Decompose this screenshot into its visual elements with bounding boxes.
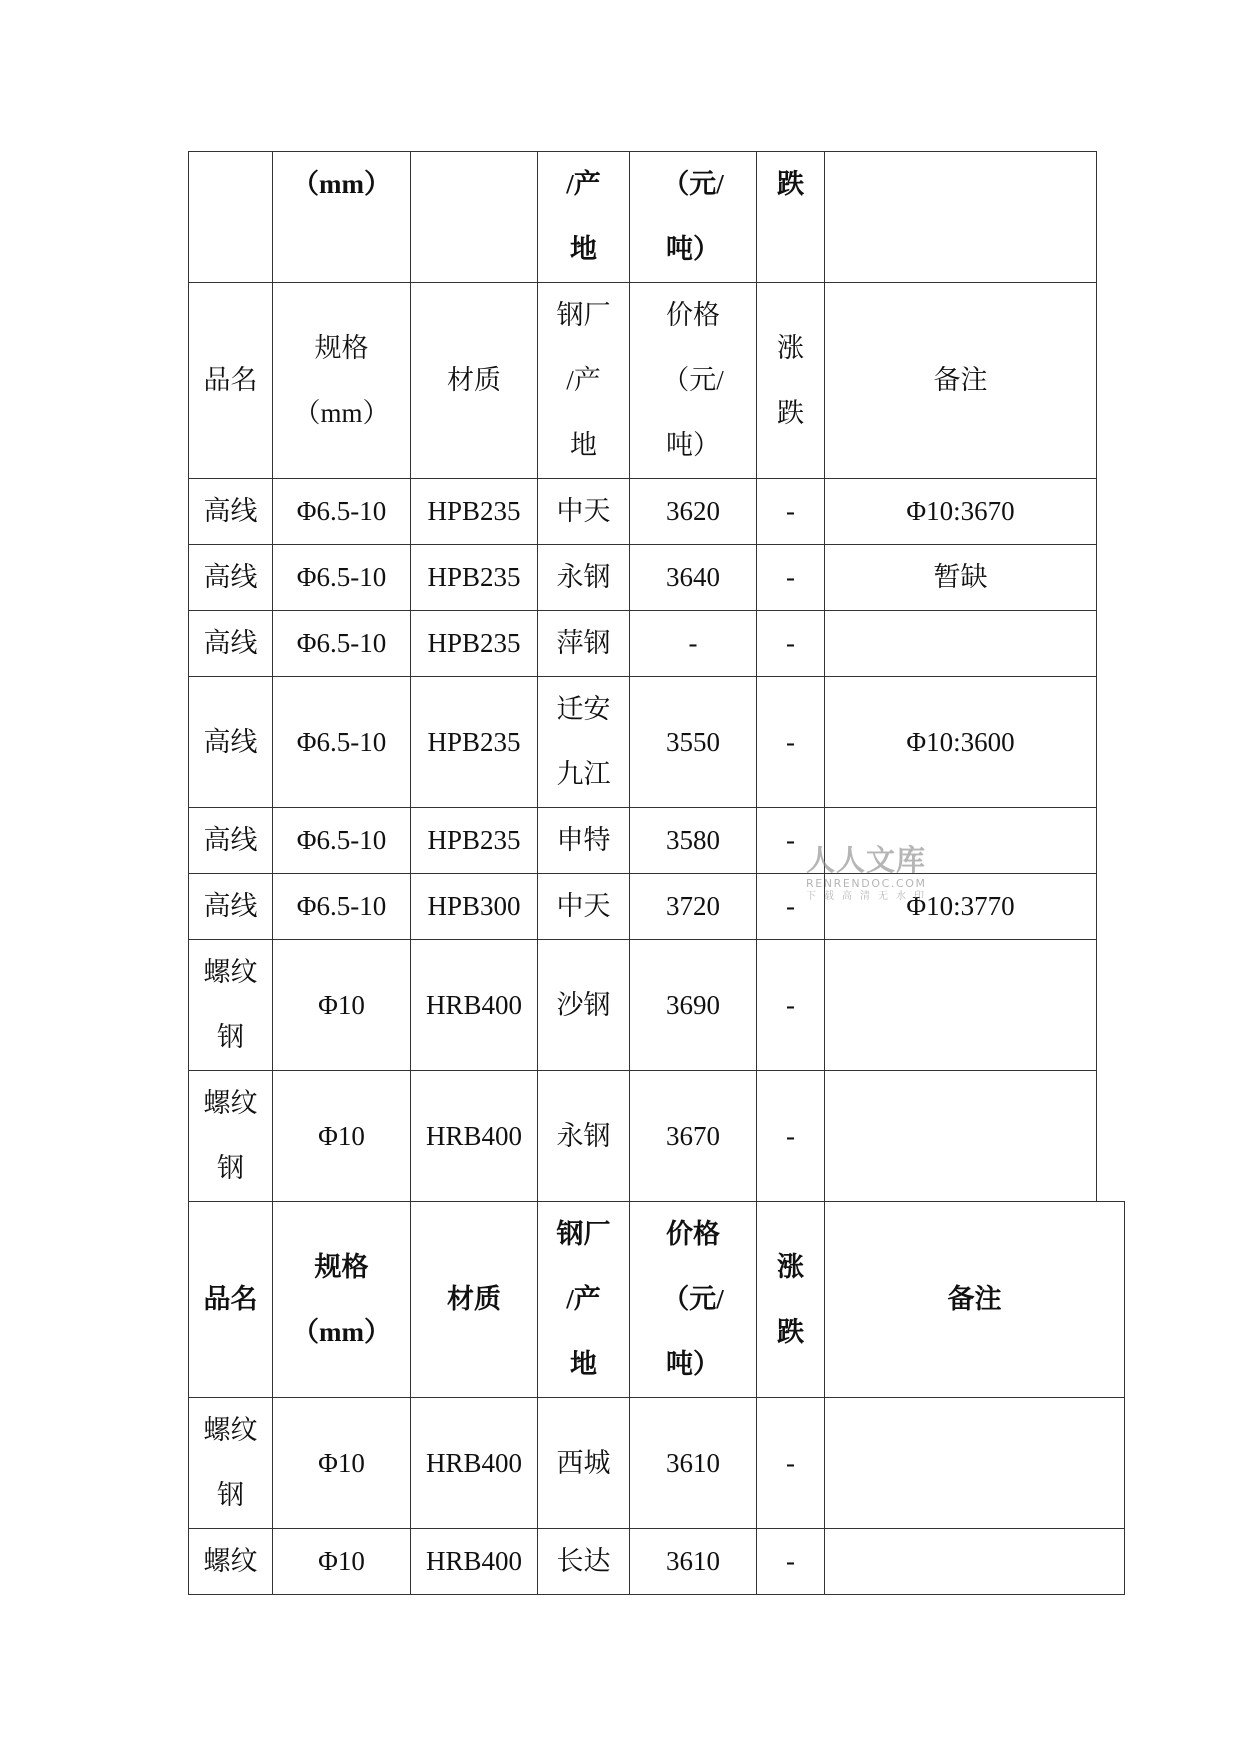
steel-price-table-upper bbox=[188, 151, 1097, 1202]
cell-spec: Φ6.5-10 bbox=[273, 611, 411, 677]
table-row bbox=[189, 808, 1097, 874]
cell-mill-origin: 申特 bbox=[538, 808, 630, 874]
cell-product-name: 螺纹 bbox=[189, 1529, 273, 1595]
cell-spec: Φ6.5-10 bbox=[273, 545, 411, 611]
header-cell-change: 涨 跌 bbox=[757, 283, 825, 479]
cell-material: HPB235 bbox=[411, 808, 538, 874]
header-row bbox=[189, 1202, 1125, 1398]
cell-remarks bbox=[825, 1398, 1125, 1529]
table-row bbox=[189, 940, 1097, 1071]
cell-spec: Φ6.5-10 bbox=[273, 808, 411, 874]
cell-mill-origin: 永钢 bbox=[538, 545, 630, 611]
cell-spec: Φ6.5-10 bbox=[273, 677, 411, 808]
cell-change: - bbox=[757, 940, 825, 1071]
cell-remarks: Φ10:3670 bbox=[825, 479, 1097, 545]
cell-change: - bbox=[757, 479, 825, 545]
cell-spec: Φ10 bbox=[273, 940, 411, 1071]
cell-price: 3580 bbox=[630, 808, 757, 874]
cell-mill-origin: 中天 bbox=[538, 479, 630, 545]
header-cell-spec: 规格 （mm） bbox=[273, 283, 411, 479]
cell-mill-origin: 中天 bbox=[538, 874, 630, 940]
header-cell-price: 价格 （元/ 吨） bbox=[630, 1202, 757, 1398]
cell-product-name: 螺纹 钢 bbox=[189, 940, 273, 1071]
table-row bbox=[189, 874, 1097, 940]
cell-remarks bbox=[825, 940, 1097, 1071]
cell-price: - bbox=[630, 611, 757, 677]
continued-header-row bbox=[189, 152, 1097, 283]
cell-change: - bbox=[757, 808, 825, 874]
cell-remarks: 暂缺 bbox=[825, 545, 1097, 611]
steel-price-table-lower bbox=[188, 1201, 1125, 1595]
cell-material: HRB400 bbox=[411, 1398, 538, 1529]
cell-product-name: 高线 bbox=[189, 677, 273, 808]
cell-change: - bbox=[757, 874, 825, 940]
cell-mill-origin: 西城 bbox=[538, 1398, 630, 1529]
cell-material: HPB235 bbox=[411, 479, 538, 545]
cell-price: 3690 bbox=[630, 940, 757, 1071]
header-cell-product-name: 品名 bbox=[189, 283, 273, 479]
cell-change: - bbox=[757, 545, 825, 611]
header-cell-remarks: 备注 bbox=[825, 283, 1097, 479]
cell-price: 3640 bbox=[630, 545, 757, 611]
cell-mill-origin: 永钢 bbox=[538, 1071, 630, 1202]
watermark-logo-text: 人人文库 bbox=[806, 843, 927, 877]
table-row bbox=[189, 1071, 1097, 1202]
table-body bbox=[189, 479, 1097, 1202]
header-row bbox=[189, 283, 1097, 479]
header-cell-mill-origin: 钢厂 /产 地 bbox=[538, 1202, 630, 1398]
continued-header-cell-price: （元/ 吨） bbox=[630, 152, 757, 283]
continued-header-cell-remarks bbox=[825, 152, 1097, 283]
continued-header-cell-spec: （mm） bbox=[273, 152, 411, 283]
watermark-tagline: 下载高清无水印 bbox=[806, 891, 932, 902]
table-row bbox=[189, 611, 1097, 677]
cell-material: HPB300 bbox=[411, 874, 538, 940]
cell-spec: Φ10 bbox=[273, 1071, 411, 1202]
continued-header-cell-change: 跌 bbox=[757, 152, 825, 283]
header-cell-material: 材质 bbox=[411, 283, 538, 479]
table-row bbox=[189, 1398, 1125, 1529]
table-row bbox=[189, 677, 1097, 808]
cell-price: 3550 bbox=[630, 677, 757, 808]
cell-remarks bbox=[825, 1071, 1097, 1202]
table-header-group bbox=[189, 1202, 1125, 1398]
cell-product-name: 螺纹 钢 bbox=[189, 1071, 273, 1202]
cell-product-name: 螺纹 钢 bbox=[189, 1398, 273, 1529]
cell-material: HPB235 bbox=[411, 611, 538, 677]
cell-mill-origin: 长达 bbox=[538, 1529, 630, 1595]
cell-mill-origin: 萍钢 bbox=[538, 611, 630, 677]
cell-price: 3610 bbox=[630, 1398, 757, 1529]
steel-price-tables bbox=[188, 151, 1125, 1595]
header-cell-product-name: 品名 bbox=[189, 1202, 273, 1398]
cell-material: HRB400 bbox=[411, 1071, 538, 1202]
cell-material: HRB400 bbox=[411, 1529, 538, 1595]
continued-header-cell-product-name bbox=[189, 152, 273, 283]
cell-product-name: 高线 bbox=[189, 808, 273, 874]
header-cell-material: 材质 bbox=[411, 1202, 538, 1398]
cell-price: 3620 bbox=[630, 479, 757, 545]
cell-remarks bbox=[825, 611, 1097, 677]
cell-material: HRB400 bbox=[411, 940, 538, 1071]
table-header-group bbox=[189, 152, 1097, 479]
cell-spec: Φ6.5-10 bbox=[273, 874, 411, 940]
cell-change: - bbox=[757, 677, 825, 808]
cell-product-name: 高线 bbox=[189, 874, 273, 940]
continued-header-cell-material bbox=[411, 152, 538, 283]
cell-change: - bbox=[757, 1071, 825, 1202]
cell-remarks bbox=[825, 1529, 1125, 1595]
cell-remarks: Φ10:3600 bbox=[825, 677, 1097, 808]
header-cell-price: 价格 （元/ 吨） bbox=[630, 283, 757, 479]
cell-price: 3720 bbox=[630, 874, 757, 940]
cell-price: 3670 bbox=[630, 1071, 757, 1202]
header-cell-change: 涨 跌 bbox=[757, 1202, 825, 1398]
cell-product-name: 高线 bbox=[189, 611, 273, 677]
watermark-domain-text: RENRENDOC.COM bbox=[806, 877, 927, 890]
cell-mill-origin: 沙钢 bbox=[538, 940, 630, 1071]
cell-spec: Φ6.5-10 bbox=[273, 479, 411, 545]
cell-mill-origin: 迁安 九江 bbox=[538, 677, 630, 808]
cell-material: HPB235 bbox=[411, 545, 538, 611]
table-row bbox=[189, 545, 1097, 611]
cell-price: 3610 bbox=[630, 1529, 757, 1595]
cell-change: - bbox=[757, 1398, 825, 1529]
cell-product-name: 高线 bbox=[189, 479, 273, 545]
cell-spec: Φ10 bbox=[273, 1398, 411, 1529]
cell-material: HPB235 bbox=[411, 677, 538, 808]
table-row bbox=[189, 479, 1097, 545]
cell-change: - bbox=[757, 1529, 825, 1595]
continued-header-cell-mill-origin: /产 地 bbox=[538, 152, 630, 283]
cell-spec: Φ10 bbox=[273, 1529, 411, 1595]
header-cell-spec: 规格 （mm） bbox=[273, 1202, 411, 1398]
header-cell-mill-origin: 钢厂 /产 地 bbox=[538, 283, 630, 479]
cell-remarks bbox=[825, 808, 1097, 874]
table-body bbox=[189, 1398, 1125, 1595]
cell-remarks: Φ10:3770 bbox=[825, 874, 1097, 940]
cell-product-name: 高线 bbox=[189, 545, 273, 611]
cell-change: - bbox=[757, 611, 825, 677]
header-cell-remarks: 备注 bbox=[825, 1202, 1125, 1398]
table-row bbox=[189, 1529, 1125, 1595]
